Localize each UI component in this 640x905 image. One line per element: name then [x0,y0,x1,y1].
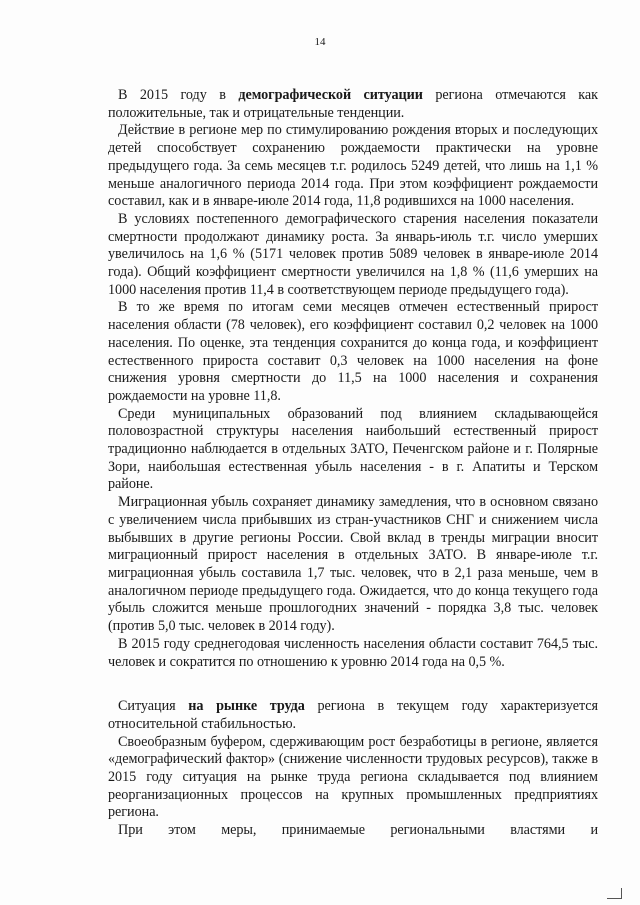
paragraph-text: региона в текущем году характеризуется относительной стабильностью. [108,698,598,732]
paragraph-text: Миграционная убыль сохраняет динамику замедления, что в основном связано с увеличением числа прибывших из стран-участников СНГ и снижением числа выбывших в другие регионы России. Свой вклад в тренды миграции вносит миграционный прирост населения в отдельных ЗАТО. В январе-июле т.г. миграционная убыль составила 1,7 тыс. человек, что в 2,1 раза меньше, чем в аналогичном периоде предыдущего года. Ожидается, что до конца текущего года убыль сложится меньше прошлогодних значений - порядка 3,8 тыс. человек (против 5,0 тыс. человек в 2014 году). [108,494,598,635]
paragraph-text: В 2015 году в [118,87,239,103]
paragraph-text: В условиях постепенного демографического старения населения показатели смертности продолжают динамику роста. За январь-июль т.г. число умерших увеличилось на 1,6 % (5171 человек против 5089 человек в январе-июле 2014 года). Общий коэффициент смертности увеличился на 1,8 % (11,6 умерших на 1000 населения против 11,4 в соответствующем периоде предыдущего года). [108,210,598,298]
page-number: 14 [314,36,326,48]
paragraph-text: Среди муниципальных образований под влиянием складывающейся половозрастной структуры населения наибольший естественный прирост традиционно наблюдается в отдельных ЗАТО, Печенгском районе и г. Полярные Зори, наибольшая естественная убыль населения - в г. Апатиты и Терском районе. [108,405,598,493]
paragraph-unemployment-buffer [108,734,598,823]
paragraph-natural-growth [108,299,598,405]
paragraph-municipalities [108,406,598,495]
paragraph-text: В 2015 году среднегодовая численность населения области составит 764,5 тыс. человек и сократится по отношению к уровню 2014 года на 0,5 %. [108,635,598,670]
paragraph-text: В то же время по итогам семи месяцев отмечен естественный прирост населения области (78 человек), его коэффициент составил 0,2 человек на 1000 населения. По оценке, эта тенденция сохранится до конца года, и коэффициент естественного прироста составит 0,3 человек на 1000 населения на фоне снижения уровня смертности до 11,5 на 1000 населения и сохранения рождаемости на уровне 11,8. [108,299,598,404]
paragraph-text: региона отмечаются как положительные, так и отрицательные тенденции. [108,87,598,121]
document-body [108,87,598,840]
paragraph-birth-rate [108,122,598,211]
bold-term-demographic-situation: демографической ситуации [238,87,423,103]
bold-term-labor-market: на рынке труда [188,698,305,715]
paragraph-mortality [108,211,598,300]
paragraph-text: Ситуация [118,698,189,715]
paragraph-migration [108,494,598,636]
paragraph-labor-market-intro [108,698,598,733]
paragraph-demography-intro [108,87,598,122]
paragraph-text: При этом меры, принимаемые региональными властями и [118,822,598,839]
scan-corner-mark [607,888,622,899]
paragraph-text: Действие в регионе мер по стимулированию рождения вторых и последующих детей способствует сохранению рождаемости практически на уровне предыдущего года. За семь месяцев т.г. родилось 5249 детей, что лишь на 1,1 % меньше аналогичного периода 2014 года. При этом коэффициент рождаемости составил, как и в январе-июле 2014 года, 11,8 родившихся на 1000 населения. [108,122,598,210]
paragraph-population-forecast [108,636,598,671]
paragraph-measures [108,822,598,840]
section-gap [108,671,598,698]
paragraph-text: Своеобразным буфером, сдерживающим рост безработицы в регионе, является «демографический фактор» (снижение численности трудовых ресурсов), также в 2015 году ситуация на рынке труда региона складывается под влиянием реорганизационных процессов на крупных промышленных предприятиях региона. [108,733,598,821]
